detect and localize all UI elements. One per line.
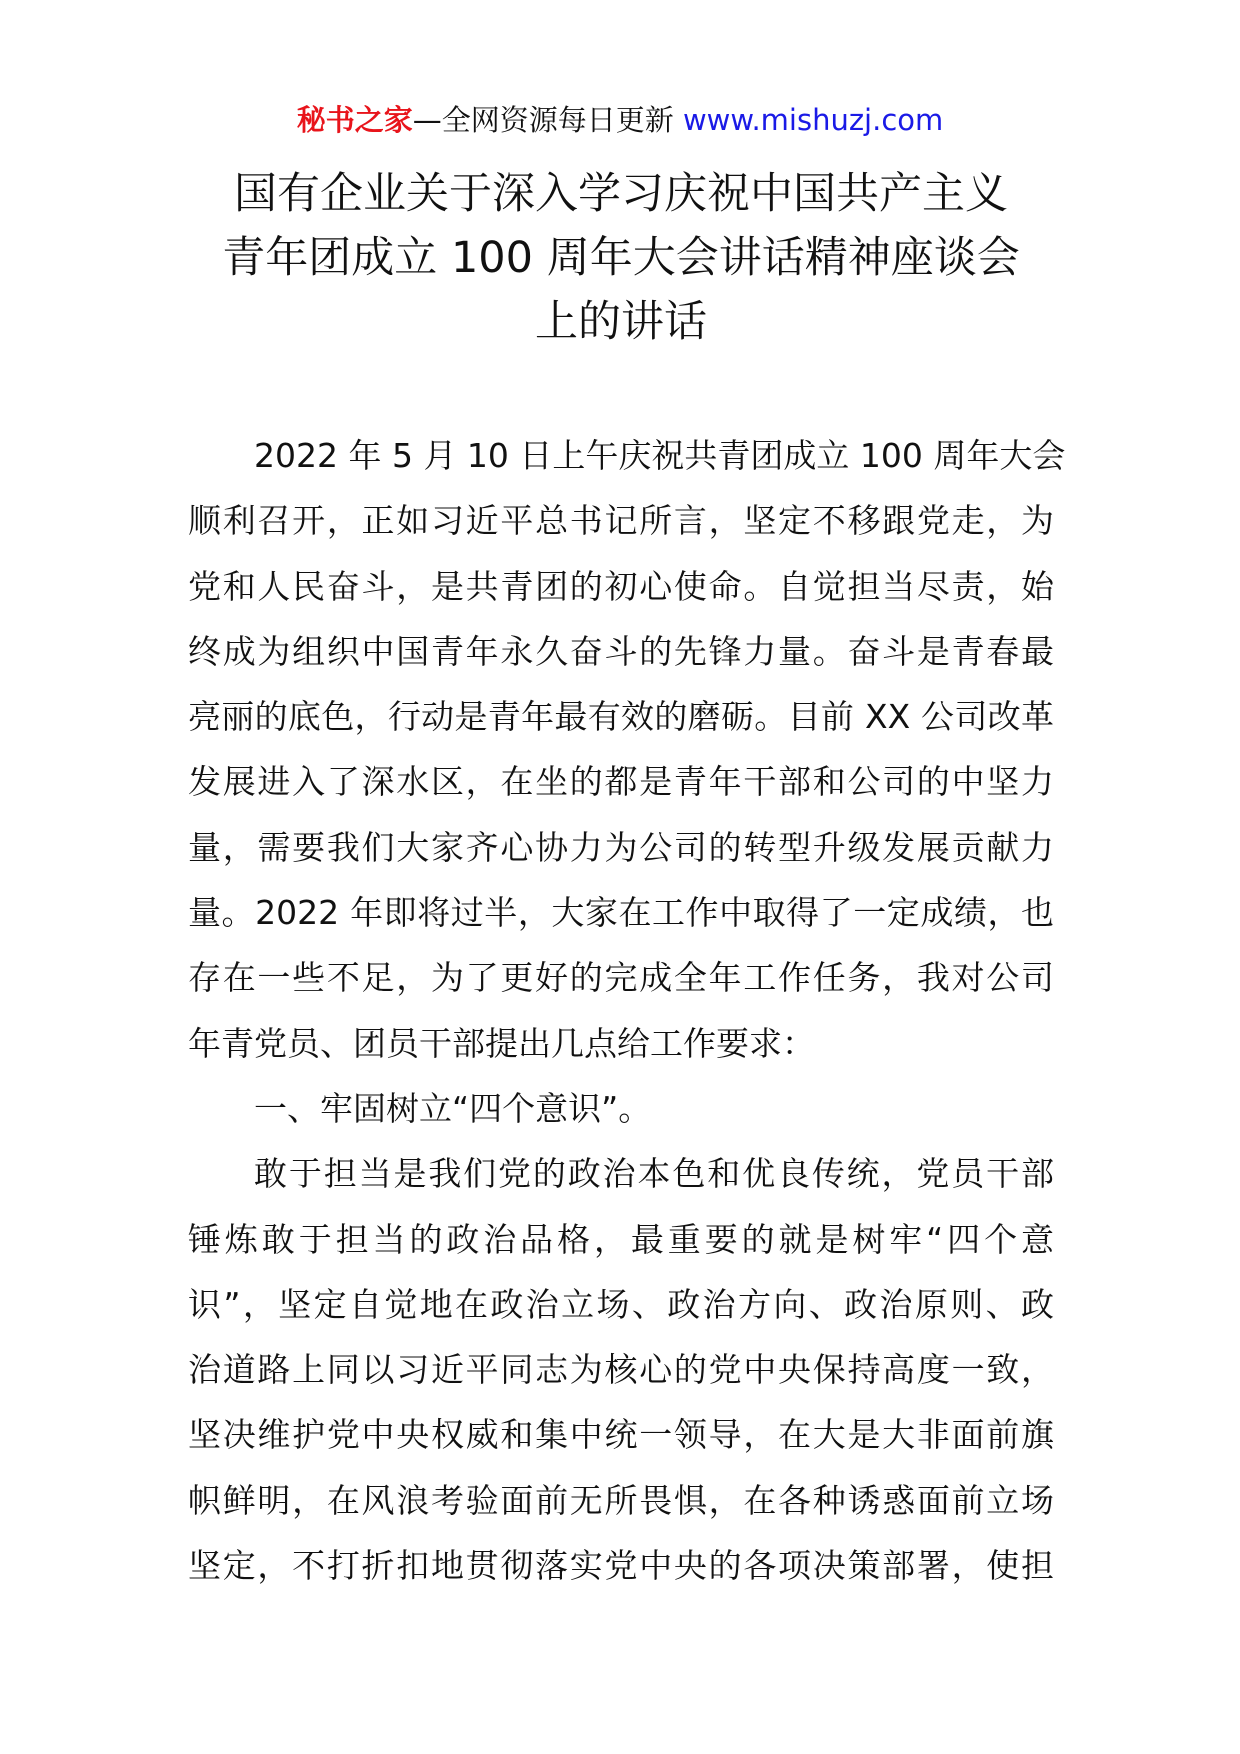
- text-line: 识”，坚定自觉地在政治立场、政治方向、政治原则、政: [188, 1284, 1054, 1324]
- text-line: 发展进入了深水区，在坐的都是青年干部和公司的中坚力: [188, 762, 1054, 802]
- text-line: 亮丽的底色，行动是青年最有效的磨砺。目前 XX 公司改革: [188, 697, 1054, 737]
- text-line: 治道路上同以习近平同志为核心的党中央保持高度一致，: [188, 1350, 1054, 1390]
- text-line: 终成为组织中国青年永久奋斗的先锋力量。奋斗是青春最: [188, 631, 1054, 671]
- text-line: 年青党员、团员干部提出几点给工作要求：: [188, 1023, 815, 1063]
- text-line: 量，需要我们大家齐心协力为公司的转型升级发展贡献力: [188, 827, 1054, 867]
- text-line: 党和人民奋斗，是共青团的初心使命。自觉担当尽责，始: [188, 566, 1054, 606]
- paragraph-2: [188, 1141, 1054, 1598]
- site-url-link[interactable]: www.mishuzj.com: [682, 103, 944, 137]
- text-line: 2022 年 5 月 10 日上午庆祝共青团成立 100 周年大会: [254, 436, 1066, 475]
- document-body: [188, 423, 1066, 1598]
- text-line: 坚决维护党中央权威和集中统一领导，在大是大非面前旗: [188, 1415, 1054, 1455]
- text-line: 顺利召开，正如习近平总书记所言，坚定不移跟党走，为: [188, 501, 1054, 541]
- title-line: 上的讲话: [535, 297, 707, 347]
- site-header: [0, 100, 1240, 140]
- text-line: 量。2022 年即将过半，大家在工作中取得了一定成绩，也: [188, 893, 1054, 933]
- title-line: 国有企业关于深入学习庆祝中国共产主义: [234, 169, 1008, 219]
- title-line: 青年团成立 100 周年大会讲话精神座谈会: [222, 233, 1020, 283]
- header-slogan: —全网资源每日更新: [412, 103, 674, 137]
- text-line: 坚定，不打折扣地贯彻落实党中央的各项决策部署，使担: [188, 1546, 1054, 1586]
- document-title: [188, 162, 1054, 354]
- text-line: 锤炼敢于担当的政治品格，最重要的就是树牢“四个意: [188, 1219, 1054, 1259]
- paragraph-1: [188, 423, 1066, 1076]
- text-line: 帜鲜明，在风浪考验面前无所畏惧，在各种诱惑面前立场: [188, 1480, 1054, 1520]
- section-heading-1: 一、牢固树立“四个意识”。: [254, 1088, 652, 1128]
- text-line: 存在一些不足，为了更好的完成全年工作任务，我对公司: [188, 958, 1054, 998]
- brand-name: 秘书之家: [296, 103, 413, 137]
- text-line: 敢于担当是我们党的政治本色和优良传统，党员干部: [254, 1154, 1054, 1194]
